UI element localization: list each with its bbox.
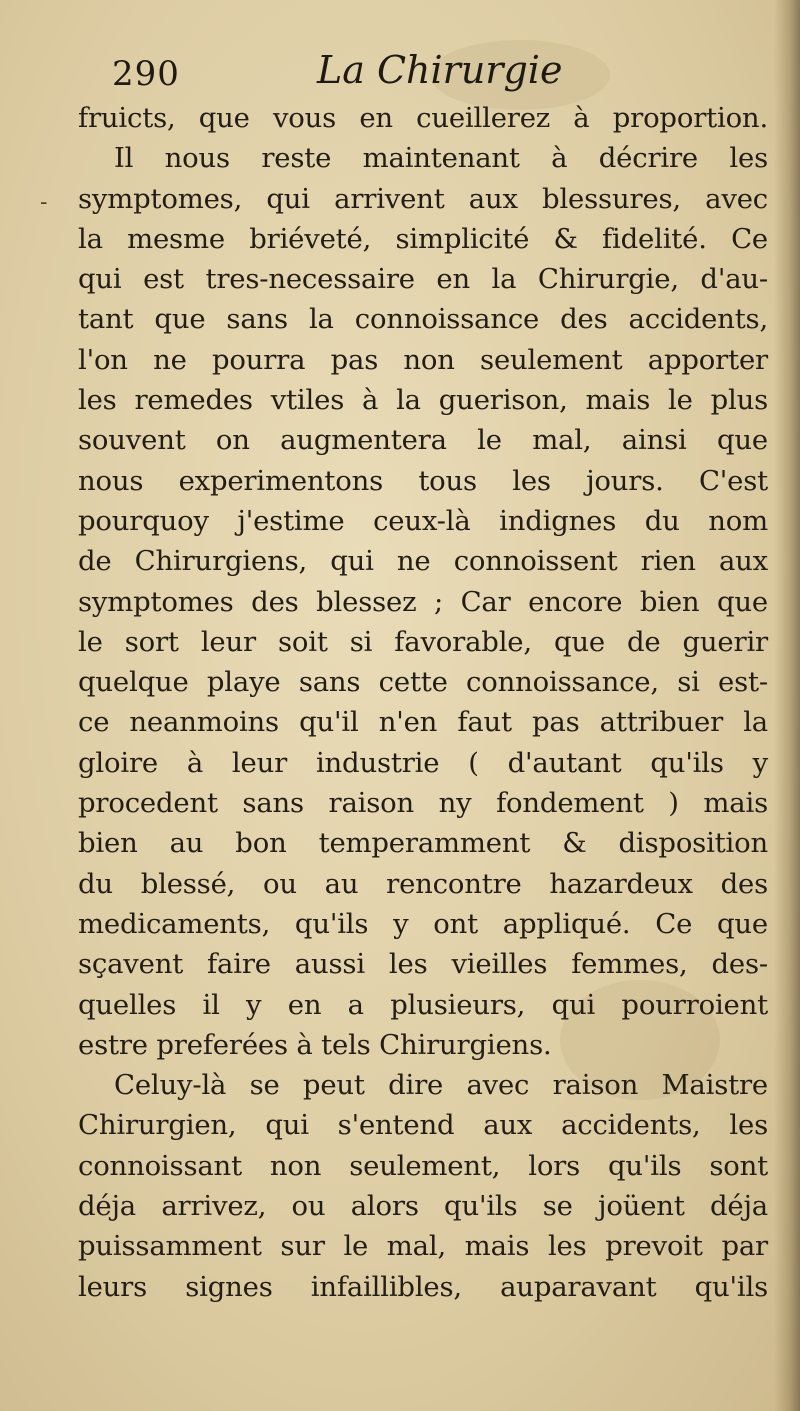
page-header <box>112 48 612 98</box>
text-line: Il nous reste maintenant à décrire les <box>114 142 768 175</box>
page-gutter-shadow <box>774 0 800 1411</box>
text-line: la mesme briéveté, simplicité & fidelité. Ce <box>78 222 768 255</box>
text-line: medicaments, qu'ils y ont appliqué. Ce que <box>78 907 768 940</box>
text-line: leurs signes infaillibles, auparavant qu'ils <box>78 1270 768 1303</box>
text-line: Chirurgien, qui s'entend aux accidents, les <box>78 1109 768 1142</box>
text-line: de Chirurgiens, qui ne connoissent rien aux <box>78 545 768 578</box>
text-line: du blessé, ou au rencontre hazardeux des <box>78 867 768 900</box>
text-line: estre preferées à tels Chirurgiens. <box>78 1028 552 1061</box>
text-line: fruicts, que vous en cueillerez à proportion. <box>78 102 768 134</box>
running-title: La Chirurgie <box>317 48 563 92</box>
text-line: sçavent faire aussi les vieilles femmes, des- <box>78 948 768 981</box>
text-line: déja arrivez, ou alors qu'ils se joüent déja <box>78 1190 768 1223</box>
text-line: les remedes vtiles à la guerison, mais le plus <box>78 384 768 417</box>
text-line: bien au bon temperamment & disposition <box>78 827 768 860</box>
text-line: ce neanmoins qu'il n'en faut pas attribuer la <box>78 706 768 739</box>
text-line: qui est tres-necessaire en la Chirurgie, d'au- <box>78 263 768 296</box>
text-line: quelles il y en a plusieurs, qui pourroient <box>78 988 768 1021</box>
text-line: pourquoy j'estime ceux-là indignes du nom <box>78 504 768 537</box>
text-line: Celuy-là se peut dire avec raison Maistre <box>114 1069 768 1102</box>
body-text <box>78 98 768 1307</box>
text-line: connoissant non seulement, lors qu'ils sont <box>78 1149 768 1182</box>
text-line: procedent sans raison ny fondement ) mais <box>78 787 768 820</box>
text-line: souvent on augmentera le mal, ainsi que <box>78 424 768 457</box>
text-line: symptomes des blessez ; Car encore bien que <box>78 585 768 618</box>
text-line: l'on ne pourra pas non seulement apporter <box>78 343 768 376</box>
text-line: le sort leur soit si favorable, que de guerir <box>78 625 768 658</box>
text-line: quelque playe sans cette connoissance, si est- <box>78 666 768 699</box>
margin-mark: - <box>40 190 48 215</box>
text-line: nous experimentons tous les jours. C'est <box>78 464 768 497</box>
text-line: gloire à leur industrie ( d'autant qu'ils y <box>78 746 768 779</box>
text-line: tant que sans la connoissance des accidents, <box>78 303 768 336</box>
page-number: 290 <box>112 54 180 94</box>
text-line: puissamment sur le mal, mais les prevoit par <box>78 1230 768 1263</box>
text-line: symptomes, qui arrivent aux blessures, avec <box>78 182 768 215</box>
